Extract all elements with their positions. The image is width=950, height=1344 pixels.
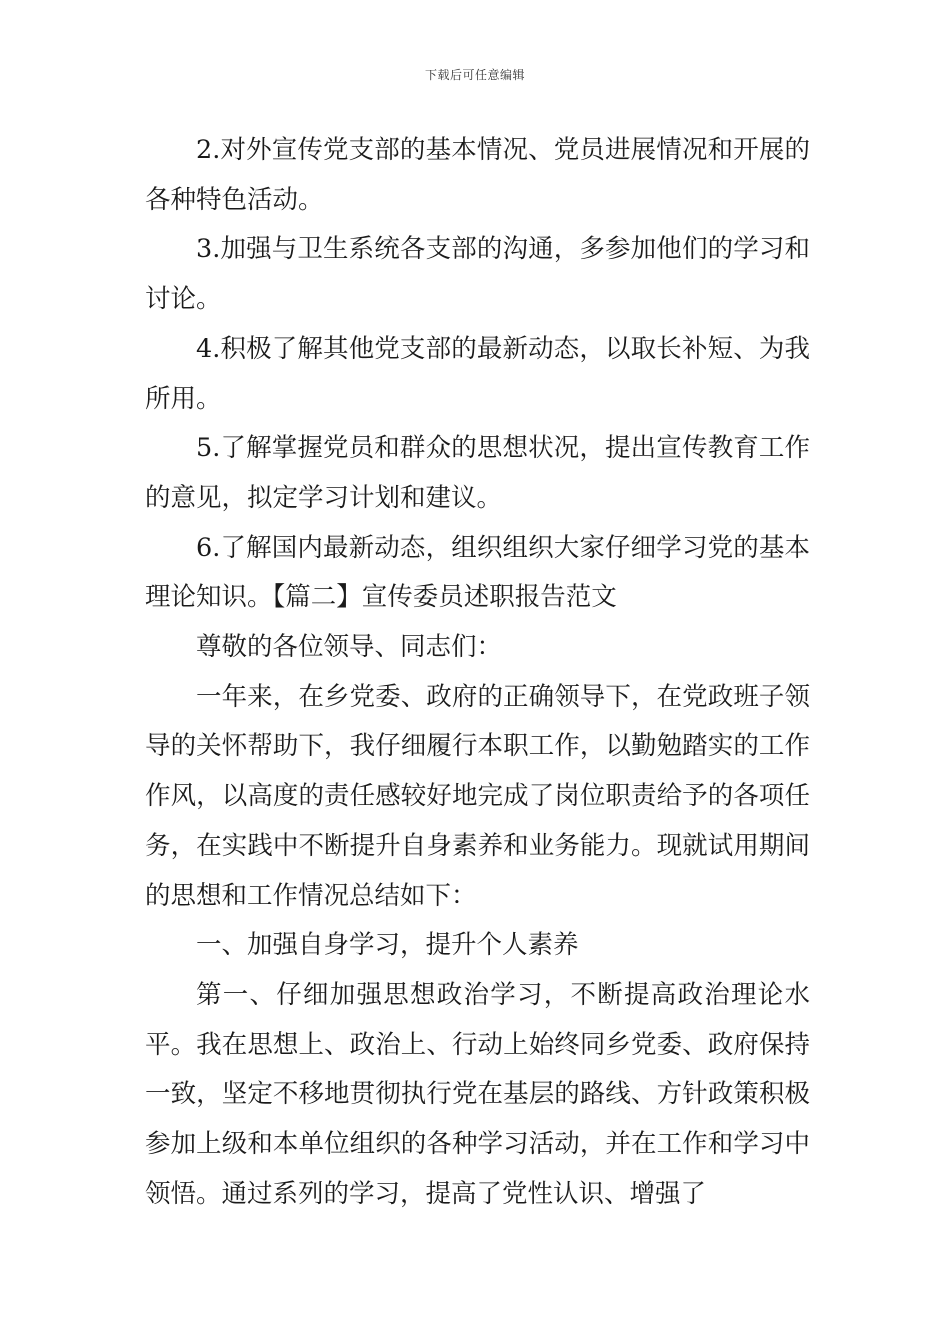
paragraph-first-point: 第一、仔细加强思想政治学习，不断提高政治理论水平。我在思想上、政治上、行动上始终同乡党委、政府保持一致，坚定不移地贯彻执行党在基层的路线、方针政策积极参加上级和本单位组织的各种学习活动，并在工作和学习中领悟。通过系列的学习，提高了党性认识、增强了 bbox=[145, 979, 810, 1209]
paragraph-item-3: 3.加强与卫生系统各支部的沟通，多参加他们的学习和讨论。 bbox=[145, 234, 810, 315]
paragraph-item-6: 6.了解国内最新动态，组织组织大家仔细学习党的基本理论知识。【篇二】宣传委员述职报告范文 bbox=[145, 532, 810, 613]
paragraph-item-4: 4.积极了解其他党支部的最新动态，以取长补短、为我所用。 bbox=[145, 333, 810, 414]
paragraph-intro: 一年来，在乡党委、政府的正确领导下，在党政班子领导的关怀帮助下，我仔细履行本职工作，以勤勉踏实的工作作风，以高度的责任感较好地完成了岗位职责给予的各项任务，在实践中不断提升自身素养和业务能力。现就试用期间的思想和工作情况总结如下： bbox=[145, 681, 810, 911]
paragraph-item-5: 5.了解掌握党员和群众的思想状况，提出宣传教育工作的意见，拟定学习计划和建议。 bbox=[145, 433, 810, 513]
salutation: 尊敬的各位领导、同志们： bbox=[196, 632, 503, 663]
page-header-note: 下载后可任意编辑 bbox=[424, 68, 525, 82]
document-body bbox=[145, 126, 810, 1219]
section-heading: 一、加强自身学习，提升个人素养 bbox=[196, 930, 579, 961]
paragraph-item-2: 2.对外宣传党支部的基本情况、党员进展情况和开展的各种特色活动。 bbox=[145, 135, 810, 215]
